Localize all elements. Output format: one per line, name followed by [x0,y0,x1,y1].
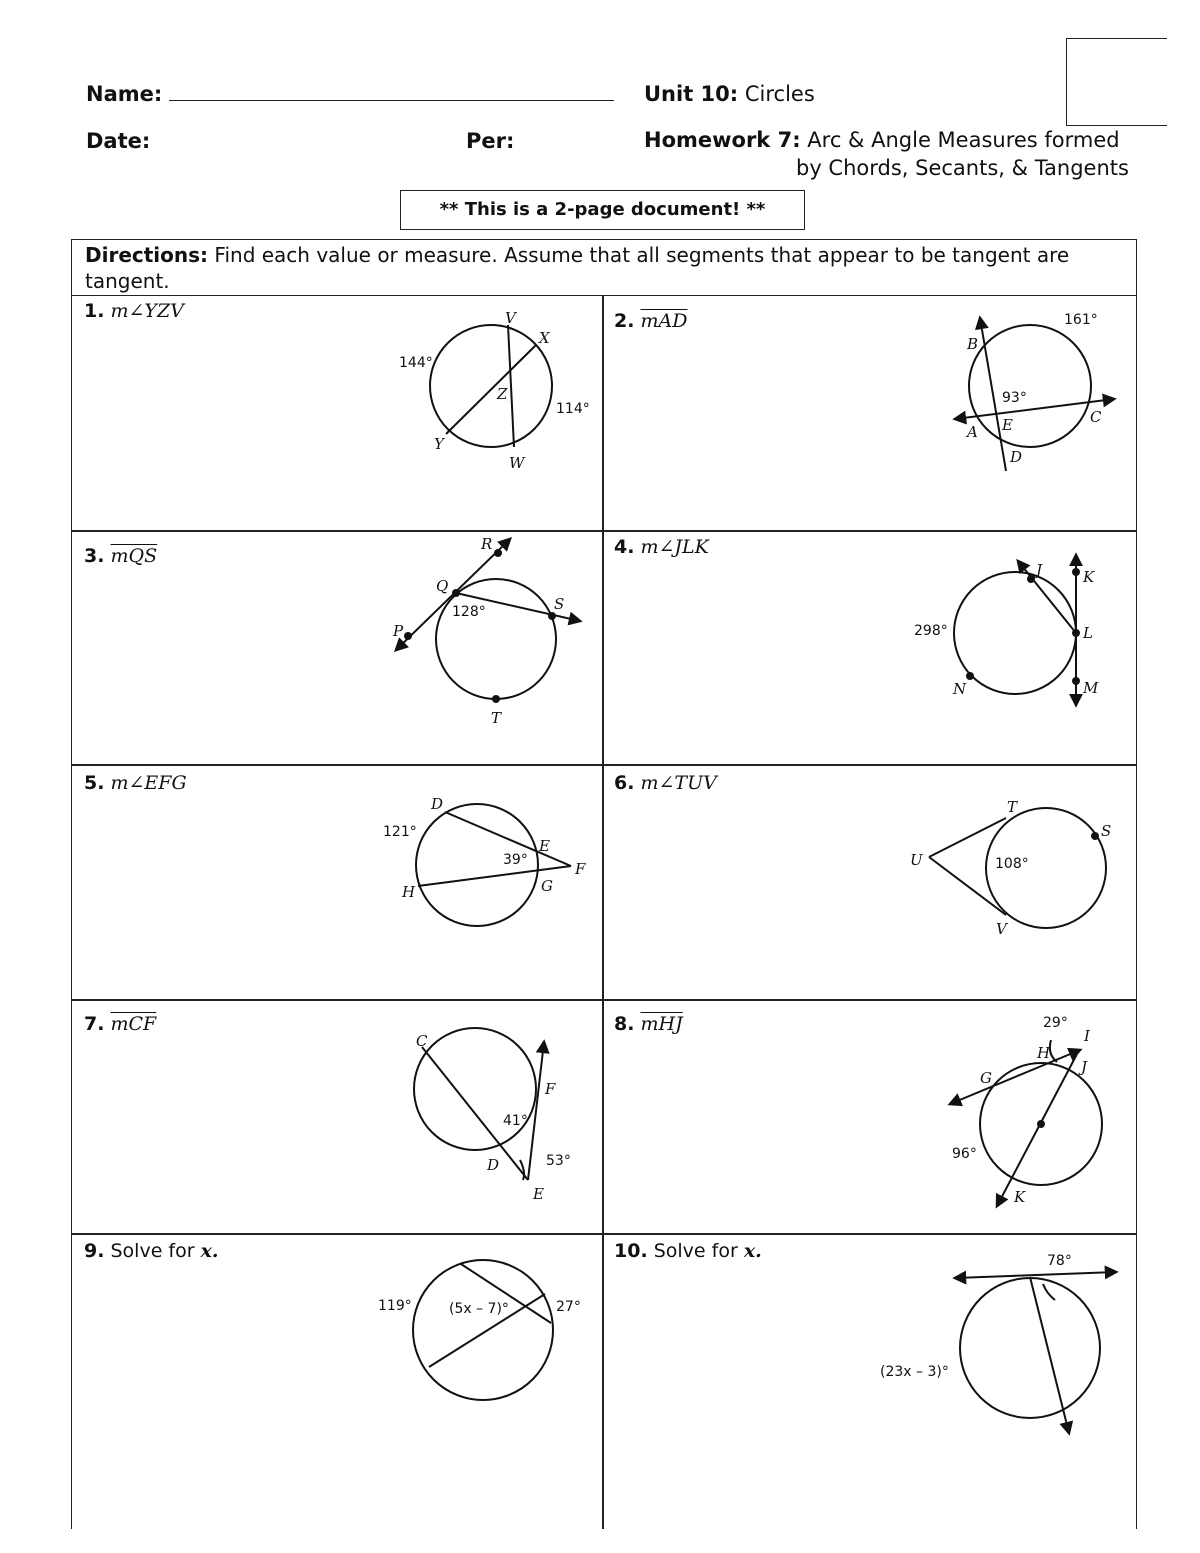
label-F7: F [545,1080,556,1098]
angle-53: 53° [546,1153,571,1169]
label-V: V [505,309,516,327]
label-X: X [539,329,550,347]
diagram-7 [414,1028,544,1180]
arc-298: 298° [914,623,948,639]
label-W: W [509,454,525,472]
diagram-8 [950,1040,1102,1206]
per-label: Per: [466,129,515,153]
arc-23x-3: (23x – 3)° [880,1364,949,1380]
arc-96: 96° [952,1146,977,1162]
name-label: Name: [86,82,163,106]
problem-10-label: 10. Solve for x. [614,1240,762,1262]
label-D: D [1010,448,1023,466]
problem-8-label: 8. $\overline{mHJ}$ [614,1013,683,1035]
label-P: P [393,622,404,640]
label-B: B [967,335,979,353]
problem-7-label: 7. $\overline{mCF}$ [84,1013,157,1035]
angle-39: 39° [503,852,528,868]
label-L: L [1083,624,1093,642]
diagram-1 [430,325,552,447]
problem-2-label: 2. $\overline{mAD}$ [614,310,688,332]
label-E7: E [533,1185,544,1203]
label-I8: I [1084,1027,1090,1045]
label-K8: K [1014,1188,1026,1206]
angle-93: 93° [1002,390,1027,406]
arc-144: 144° [399,355,433,371]
angle-78: 78° [1047,1253,1072,1269]
arc-108: 108° [995,856,1029,872]
problem-6-label: 6. m∠TUV [614,772,717,794]
label-G5: G [541,877,553,895]
arc-27: 27° [556,1299,581,1315]
label-A: A [967,423,978,441]
homework-number: Homework 7: [644,128,801,152]
diagram-4 [954,555,1076,705]
label-D5: D [431,795,444,813]
unit-number: Unit 10: [644,82,739,106]
label-T6: T [1007,798,1018,816]
label-U6: U [910,851,923,869]
label-N: N [953,680,967,698]
angle-41: 41° [503,1113,528,1129]
problem-9-label: 9. Solve for x. [84,1240,219,1262]
homework-title-line1: Arc & Angle Measures formed [807,128,1120,152]
arc-119: 119° [378,1298,412,1314]
label-Q: Q [436,577,449,595]
diagram-10 [955,1272,1116,1433]
diagram-9 [413,1260,553,1400]
arc-161: 161° [1064,312,1098,328]
label-G8: G [980,1069,992,1087]
label-C: C [1090,408,1102,426]
angle-5x-7: (5x – 7)° [449,1301,509,1317]
label-K: K [1083,568,1095,586]
label-C7: C [416,1032,428,1050]
label-F5: F [575,860,586,878]
label-Z: Z [497,385,508,403]
label-S6: S [1101,822,1112,840]
label-J: J [1036,561,1043,579]
arc-121: 121° [383,824,417,840]
problem-1-label: 1. m∠YZV [84,300,184,322]
directions-text: Find each value or measure. Assume that all segments that appear to be tangent are tangent. [85,243,1070,293]
label-R: R [481,535,493,553]
diagram-5 [416,804,571,926]
directions-label: Directions: [85,243,209,267]
label-M: M [1083,679,1099,697]
label-H5: H [402,883,416,901]
unit-title: Circles [744,82,815,106]
label-E: E [1002,416,1013,434]
problem-4-label: 4. m∠JLK [614,536,709,558]
label-Y: Y [434,435,444,453]
angle-29: 29° [1043,1015,1068,1031]
label-T: T [491,709,502,727]
label-S: S [554,595,565,613]
problem-3-label: 3. $\overline{mQS}$ [84,545,158,567]
diagram-2 [955,318,1114,471]
two-page-notice: ** This is a 2-page document! ** [400,190,805,230]
homework-title-line2: by Chords, Secants, & Tangents [796,156,1129,180]
label-H8: H [1037,1044,1051,1062]
label-D7: D [487,1156,500,1174]
arc-128: 128° [452,604,486,620]
arc-114: 114° [556,401,590,417]
date-label: Date: [86,129,151,153]
label-J8: J [1081,1058,1088,1076]
label-E5: E [539,837,550,855]
label-V6: V [996,920,1007,938]
problem-5-label: 5. m∠EFG [84,772,187,794]
